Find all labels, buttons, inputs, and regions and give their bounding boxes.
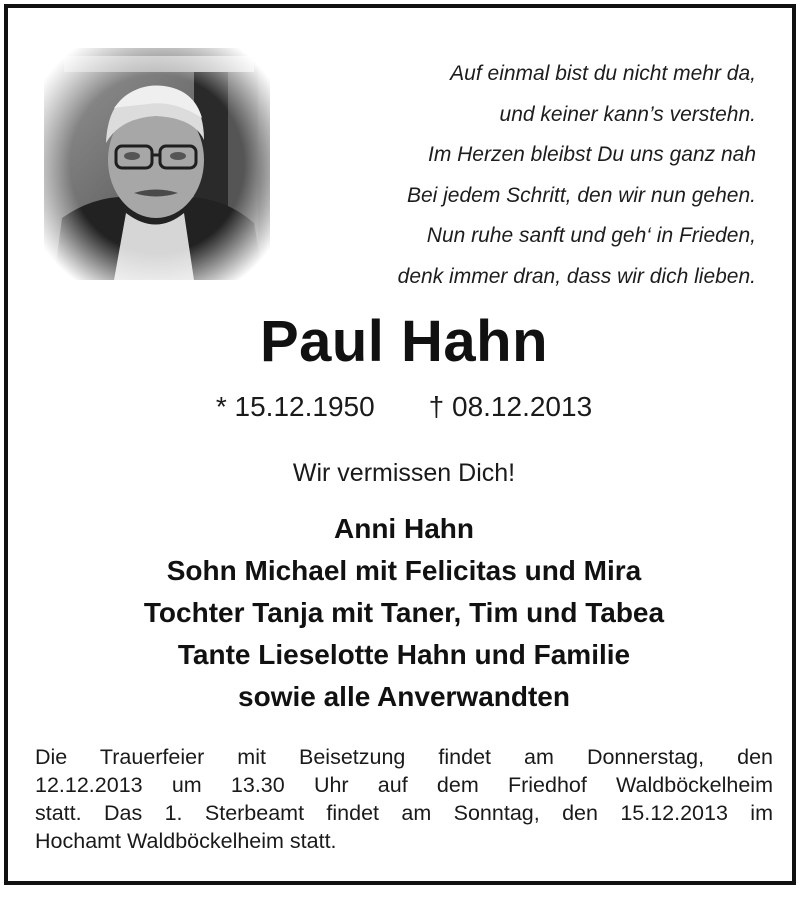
mourner-line: sowie alle Anverwandten: [238, 681, 570, 712]
death-date: † 08.12.2013: [428, 391, 593, 422]
info-line: statt. Das 1. Sterbeamt findet am Sonntag, den 15.12.2013 im: [35, 801, 773, 825]
funeral-info: [35, 743, 773, 855]
obituary-notice: [4, 4, 796, 885]
info-line: Die Trauerfeier mit Beisetzung findet am Donnerstag, den: [35, 745, 773, 769]
portrait-photo: [44, 48, 270, 280]
life-dates: [8, 391, 800, 423]
poem-line: Im Herzen bleibst Du uns ganz nah: [427, 143, 756, 166]
mourner-line: Tante Lieselotte Hahn und Familie: [177, 639, 631, 670]
portrait-image: [44, 48, 270, 280]
info-line: 12.12.2013 um 13.30 Uhr auf dem Friedhof Waldböckelheim: [35, 773, 773, 797]
mourners-list: [8, 508, 800, 718]
poem: [286, 54, 756, 297]
deceased-name: Paul Hahn: [259, 309, 549, 374]
info-line: Hochamt Waldböckelheim statt.: [35, 829, 337, 853]
message: Wir vermissen Dich!: [292, 459, 516, 487]
birth-date: * 15.12.1950: [215, 391, 375, 422]
poem-line: und keiner kann’s verstehn.: [499, 102, 756, 126]
poem-line: Nun ruhe sanft und geh‘ in Frieden,: [426, 224, 756, 247]
poem-line: Bei jedem Schritt, den wir nun gehen.: [406, 183, 756, 207]
mourner-line: Anni Hahn: [334, 513, 474, 544]
mourner-line: Tochter Tanja mit Taner, Tim und Tabea: [143, 597, 665, 628]
mourner-line: Sohn Michael mit Felicitas und Mira: [166, 555, 642, 586]
poem-line: Auf einmal bist du nicht mehr da,: [450, 62, 756, 85]
poem-line: denk immer dran, dass wir dich lieben.: [397, 264, 756, 288]
